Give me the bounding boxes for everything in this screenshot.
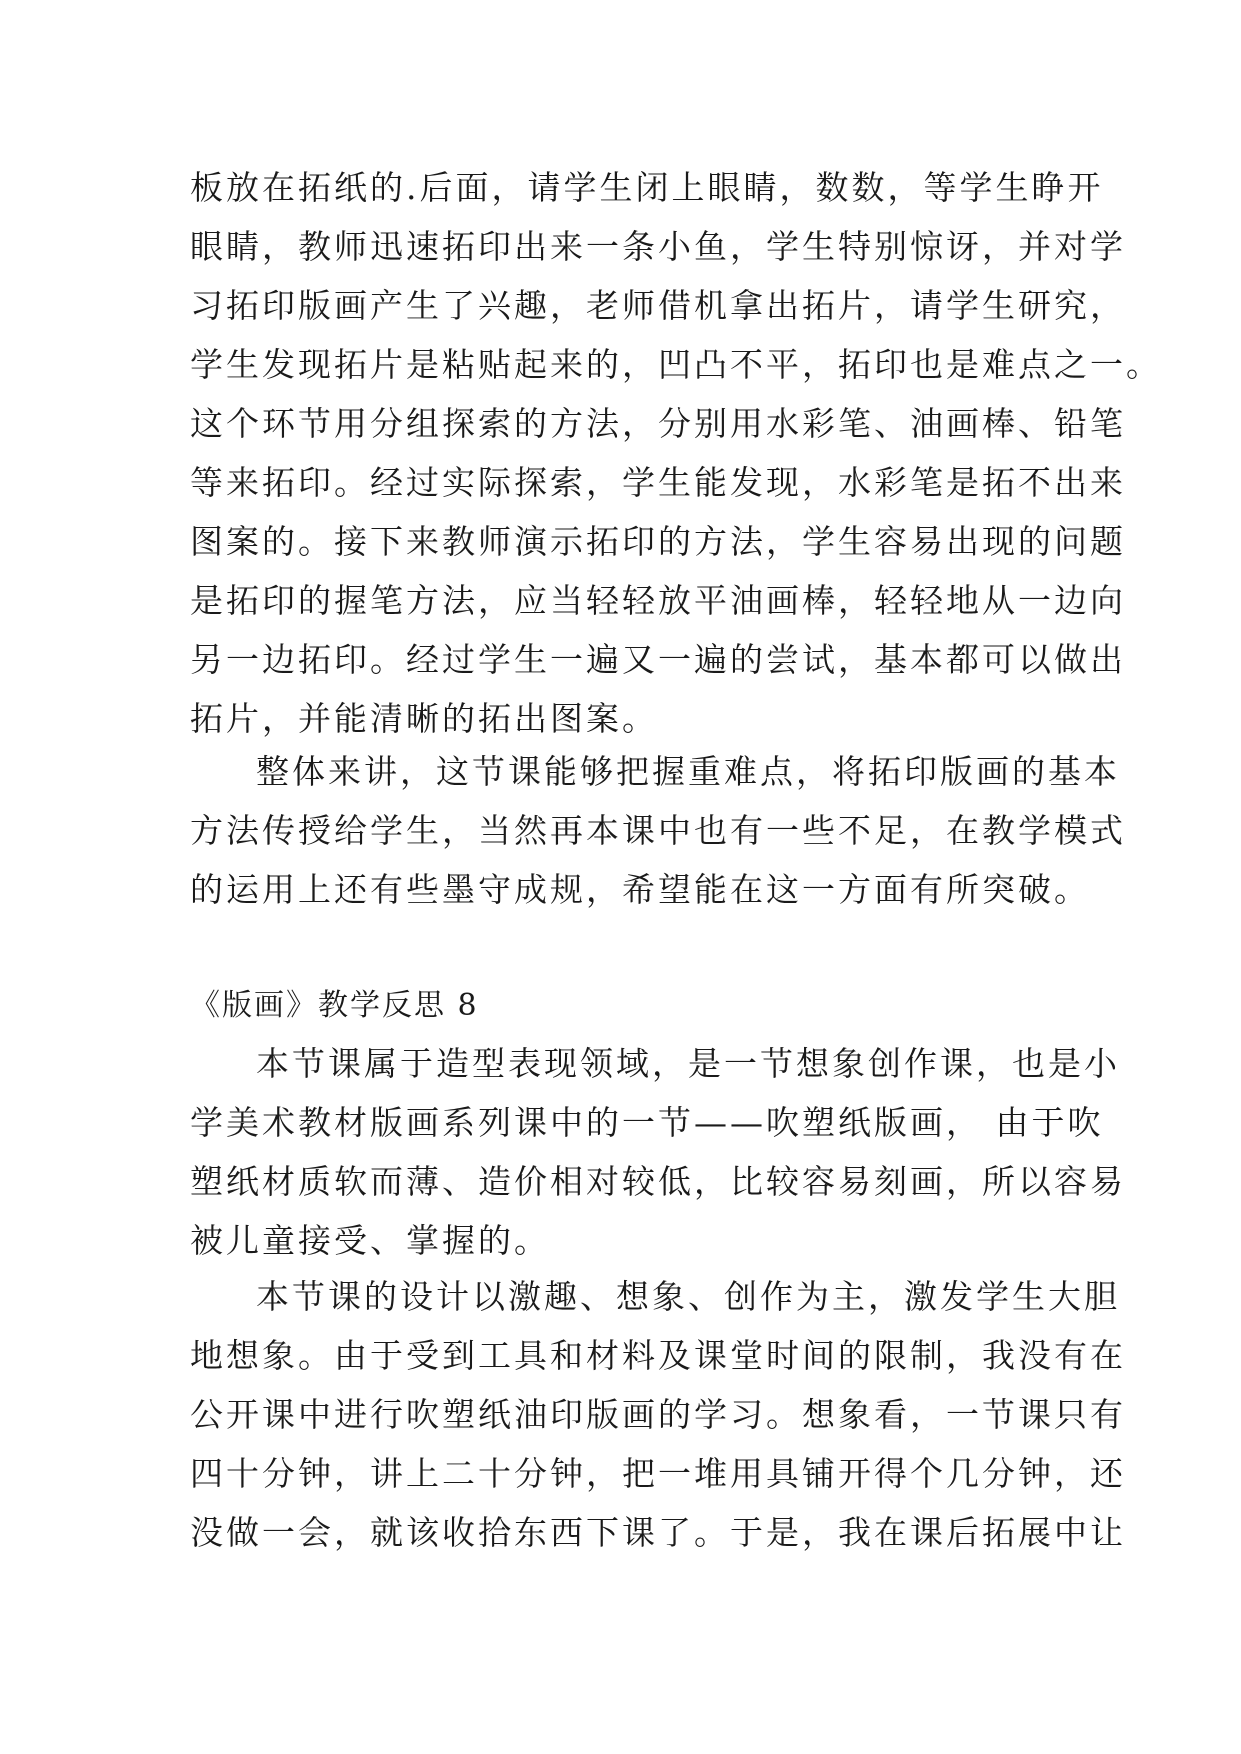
paragraph-line: 眼睛，教师迅速拓印出来一条小鱼，学生特别惊讶，并对学 [190, 227, 1126, 266]
paragraph-2 [190, 742, 1126, 919]
paragraph-line: 学美术教材版画系列课中的一节——吹塑纸版画， 由于吹 [190, 1103, 1104, 1142]
section-heading: 《版画》教学反思 8 [190, 988, 479, 1023]
paragraph-line: 本节课属于造型表现领域，是一节想象创作课，也是小 [256, 1044, 1120, 1083]
paragraph-3 [190, 1034, 1126, 1270]
paragraph-line: 另一边拓印。经过学生一遍又一遍的尝试，基本都可以做出 [190, 640, 1126, 679]
paragraph-line: 没做一会，就该收拾东西下课了。于是，我在课后拓展中让 [190, 1513, 1126, 1552]
paragraph-line: 学生发现拓片是粘贴起来的，凹凸不平，拓印也是难点之一。 [190, 345, 1162, 384]
paragraph-line: 四十分钟，讲上二十分钟，把一堆用具铺开得个几分钟，还 [190, 1454, 1126, 1493]
paragraph-line: 等来拓印。经过实际探索，学生能发现，水彩笔是拓不出来 [190, 463, 1126, 502]
paragraph-line: 的运用上还有些墨守成规，希望能在这一方面有所突破。 [190, 870, 1090, 909]
paragraph-line: 被儿童接受、掌握的。 [190, 1221, 550, 1260]
paragraph-line: 整体来讲，这节课能够把握重难点，将拓印版画的基本 [256, 752, 1120, 791]
paragraph-line: 本节课的设计以激趣、想象、创作为主，激发学生大胆 [256, 1277, 1120, 1316]
paragraph-line: 公开课中进行吹塑纸油印版画的学习。想象看，一节课只有 [190, 1395, 1126, 1434]
paragraph-line: 习拓印版画产生了兴趣，老师借机拿出拓片，请学生研究， [190, 286, 1126, 325]
paragraph-line: 板放在拓纸的.后面，请学生闭上眼睛，数数，等学生睁开 [190, 168, 1104, 207]
paragraph-line: 方法传授给学生，当然再本课中也有一些不足，在教学模式 [190, 811, 1126, 850]
paragraph-line: 拓片，并能清晰的拓出图案。 [190, 699, 658, 738]
paragraph-1 [190, 158, 1162, 748]
paragraph-4 [190, 1267, 1126, 1562]
paragraph-line: 这个环节用分组探索的方法，分别用水彩笔、油画棒、铅笔 [190, 404, 1126, 443]
paragraph-line: 塑纸材质软而薄、造价相对较低，比较容易刻画，所以容易 [190, 1162, 1126, 1201]
paragraph-line: 是拓印的握笔方法，应当轻轻放平油画棒，轻轻地从一边向 [190, 581, 1126, 620]
paragraph-line: 图案的。接下来教师演示拓印的方法，学生容易出现的问题 [190, 522, 1126, 561]
paragraph-line: 地想象。由于受到工具和材料及课堂时间的限制，我没有在 [190, 1336, 1126, 1375]
